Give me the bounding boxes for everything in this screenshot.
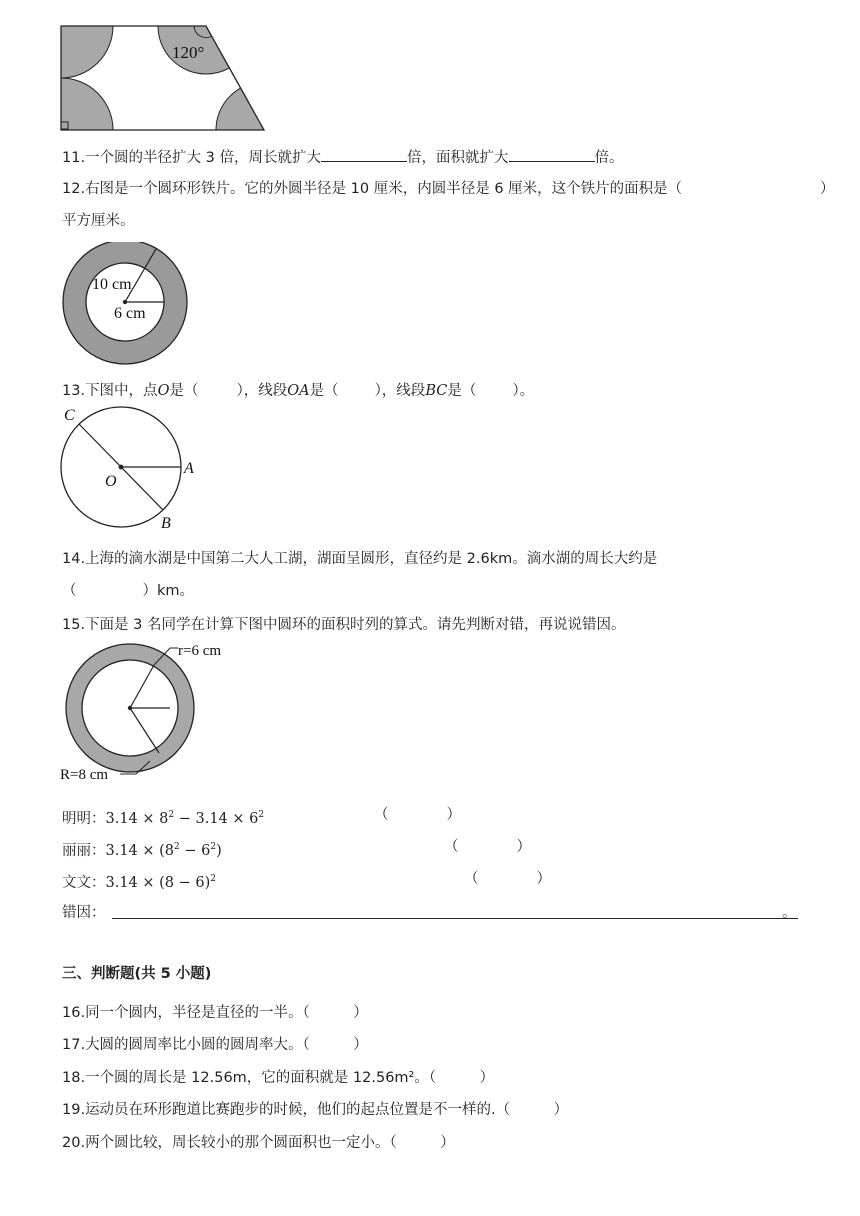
question-number: 16. [62,1005,86,1021]
question-13: 13.下图中，点O是（ ），线段OA是（ ），线段BC是（ ）。 [62,383,535,399]
question-number: 12. [62,181,86,197]
point-c-label: C [64,407,75,424]
question-14: 14.上海的滴水湖是中国第二大人工湖，湖面呈圆形，直径约是 2.6km。滴水湖的周长大约是 [62,551,658,567]
error-reason-blank[interactable] [112,918,798,919]
outer-radius-label: 10 cm [92,276,132,293]
circle-oabc-figure [58,402,208,534]
ring-figure [58,640,248,782]
judge-paren[interactable]: （ ） [444,839,531,855]
question-number: 15. [62,617,86,633]
angle-label: 120° [172,43,205,62]
judge-item: 20.两个圆比较，周长较小的那个圆面积也一定小。（ ） [62,1135,455,1151]
judge-paren[interactable]: （ ） [374,807,461,823]
annulus-figure [58,242,192,366]
question-15: 15.下面是 3 名同学在计算下图中圆环的面积时列的算式。请先判断对错，再说说错因。 [62,617,626,633]
section-heading: 三、判断题(共 5 小题) [62,966,212,982]
question-12: 12.右图是一个圆环形铁片。它的外圆半径是 10 厘米，内圆半径是 6 厘米，这个铁片的面积是（ ） [62,178,838,200]
question-number: 13. [62,383,86,399]
question-number: 17. [62,1037,86,1053]
answer-paren-close: ） [820,181,835,197]
question-number: 18. [62,1070,86,1086]
question-11: 11.一个圆的半径扩大 3 倍，周长就扩大 倍，面积就扩大 倍。 [62,146,624,169]
judge-item: 16.同一个圆内，半径是直径的一半。（ ） [62,1005,368,1021]
inner-radius-label: 6 cm [114,305,146,322]
question-number: 20. [62,1135,86,1151]
outer-radius-label: R=8 cm [60,767,109,782]
answer-blank[interactable] [321,146,407,162]
judge-item: 18.一个圆的周长是 12.56m，它的面积就是 12.56m²。（ ） [62,1070,495,1086]
question-number: 11. [62,150,86,166]
question-number: 19. [62,1102,86,1118]
answer-blank[interactable] [509,146,595,162]
question-12-line2: 平方厘米。 [62,213,135,229]
judge-item: 19.运动员在环形跑道比赛跑步的时候，他们的起点位置是不一样的.（ ） [62,1102,569,1118]
point-o-label: O [105,473,117,490]
formula-row-mingming: 明明：$3.14 \times 8^2 - 3.14 \times 6^2$ [62,810,265,827]
formula-row-wenwen: 文文：$3.14 \times (8 - 6)^2$ [62,874,217,891]
point-a-label: A [184,460,194,477]
judge-paren[interactable]: （ ） [464,871,551,887]
point-b-label: B [161,515,171,532]
error-reason-row: 错因： [62,905,106,921]
formula-row-lili: 丽丽：$3.14 \times (8^2 - 6^2)$ [62,842,222,859]
trapezoid-sector-figure [58,24,270,132]
inner-radius-label: r=6 cm [178,643,222,659]
question-number: 14. [62,551,86,567]
question-14-line2: （ ）km。 [62,583,195,599]
judge-item: 17.大圆的圆周率比小圆的圆周率大。（ ） [62,1037,368,1053]
